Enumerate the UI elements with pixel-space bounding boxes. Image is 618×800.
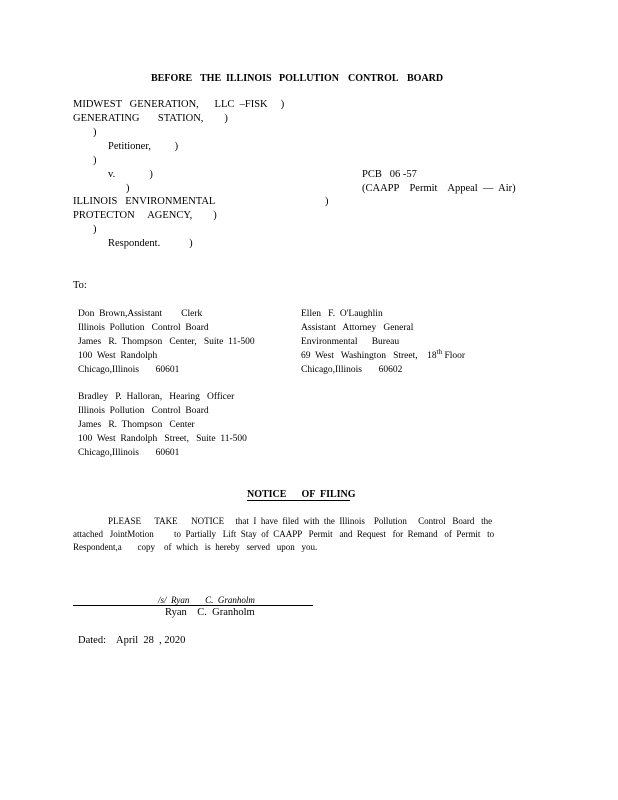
- address-halloran-line: James R. Thompson Center: [78, 420, 195, 430]
- notice-title: NOTICE OF FILING: [247, 489, 356, 500]
- caption-petitioner-label: Petitioner, ): [108, 141, 179, 152]
- caption-paren: ): [126, 183, 130, 194]
- caption-v-line: v. ): [108, 169, 153, 180]
- case-type: (CAAPP Permit Appeal — Air): [362, 183, 516, 194]
- heading-word-control: CONTROL: [348, 73, 399, 84]
- notice-body-line1: PLEASE TAKE NOTICE that I have filed with the Illinois Pollution Control Board the: [108, 516, 493, 526]
- signer-name: Ryan C. Granholm: [165, 607, 255, 618]
- address-olaughlin-street: [301, 349, 465, 363]
- notice-body-line2: attached JointMotion to Partially Lift Stay of CAAPP Permit and Request for Remand of Permit to: [73, 529, 495, 539]
- heading-word-pollution: POLLUTION: [279, 73, 340, 84]
- street-text: 69 West Washington Street, 18: [301, 351, 437, 361]
- address-halloran-line: 100 West Randolph Street, Suite 11-500: [78, 434, 247, 444]
- case-number: PCB 06 -57: [362, 169, 417, 180]
- address-halloran-line: Illinois Pollution Control Board: [78, 406, 209, 416]
- address-halloran-line: Bradley P. Halloran, Hearing Officer: [78, 392, 235, 402]
- caption-respondent-line2: PROTECTON AGENCY, ): [73, 210, 217, 221]
- caption-respondent-line1: ILLINOIS ENVIRONMENTAL: [73, 196, 216, 207]
- caption-respondent-label: Respondent. ): [108, 238, 193, 249]
- address-brown-line: Don Brown,Assistant Clerk: [78, 309, 203, 319]
- address-olaughlin-line: Ellen F. O'Laughlin: [301, 309, 383, 319]
- dated-value: April 28 , 2020: [116, 635, 186, 646]
- caption-paren: ): [93, 127, 97, 138]
- ordinal-suffix: th: [436, 347, 443, 356]
- address-olaughlin-line: Environmental Bureau: [301, 337, 400, 347]
- address-brown-line: Chicago,Illinois 60601: [78, 365, 180, 375]
- address-olaughlin-line: Assistant Attorney General: [301, 323, 414, 333]
- address-brown-line: James R. Thompson Center, Suite 11-500: [78, 337, 255, 347]
- caption-paren: ): [93, 155, 97, 166]
- caption-petitioner-line2: GENERATING STATION, ): [73, 113, 228, 124]
- address-olaughlin-city: Chicago,Illinois 60602: [301, 365, 403, 375]
- to-label: To:: [73, 280, 87, 291]
- address-brown-line: 100 West Randolph: [78, 351, 158, 361]
- heading-word-board: BOARD: [407, 73, 444, 84]
- notice-title-underline: [247, 500, 350, 501]
- address-brown-line: Illinois Pollution Control Board: [78, 323, 209, 333]
- dated-label: Dated:: [78, 635, 106, 646]
- caption-paren: ): [325, 196, 329, 207]
- electronic-signature: /s/ Ryan C. Granholm: [158, 595, 255, 605]
- heading-word-the: THE: [200, 73, 222, 84]
- heading-word-before: BEFORE: [151, 73, 193, 84]
- notice-body-line3: Respondent,a copy of which is hereby served upon you.: [73, 542, 318, 552]
- caption-paren: ): [93, 224, 97, 235]
- heading-word-illinois: ILLINOIS: [226, 73, 272, 84]
- address-halloran-line: Chicago,Illinois 60601: [78, 448, 180, 458]
- floor-text: Floor: [444, 351, 466, 361]
- caption-petitioner-line1: MIDWEST GENERATION, LLC –FISK ): [73, 99, 285, 110]
